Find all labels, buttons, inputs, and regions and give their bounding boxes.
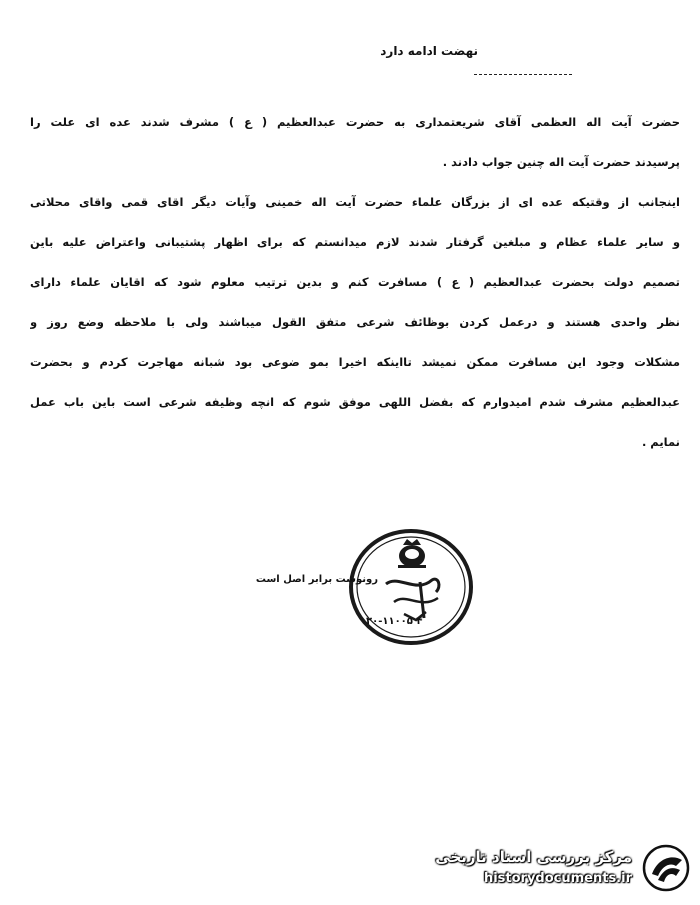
body-line: عبدالعظیم مشرف شدم امیدوارم که بفضل اللهی موفق شوم که انچه وظیفه شرعی است باین باب عمل	[30, 395, 680, 409]
document-heading: نهضت ادامه دارد	[380, 44, 478, 58]
body-line: تصمیم دولت بحضرت عبدالعظیم ( ع ) مسافرت کنم و بدین ترتیب معلوم شود که اقایان علماء دارای	[30, 275, 680, 289]
heading-underline	[474, 74, 572, 75]
body-line: اینجانب از وقتیکه عده ای از بزرگان علماء حضرت آیت اله خمینی وآیات دیگر اقای قمی واقای محلاتی	[30, 195, 680, 209]
watermark-title: مرکز بررسی اسناد تاریخی	[435, 848, 632, 866]
document-body	[30, 102, 680, 462]
official-seal-icon	[346, 522, 476, 652]
copy-certification: رونوشت برابر اصل است	[255, 574, 378, 585]
watermark-url: historydocuments.ir	[483, 871, 632, 886]
document-number: ۲۰-۱۱۰۰۵ ۴	[366, 616, 423, 627]
body-line: پرسیدند حضرت آیت اله چنین جواب دادند .	[442, 155, 680, 169]
archive-watermark	[418, 844, 692, 894]
body-line: حضرت آیت اله العظمی آقای شریعتمداری به حضرت عبدالعظیم ( ع ) مشرف شدند عده ای علت را	[30, 115, 680, 129]
body-line: نظر واحدی هستند و درعمل کردن بوظائف شرعی متفق القول میباشند ولی با ملاحظه وضع روز و	[30, 315, 680, 329]
body-line: و سایر علماء عظام و مبلغین گرفتار شدند لازم میدانستم که برای اظهار پشتیبانی واعتراض علیه باین	[30, 235, 680, 249]
body-line: مشکلات وجود این مسافرت ممکن نمیشد تااینکه اخیرا بمو ضوعی بود شبانه مهاجرت کردم و بحضرت	[30, 355, 680, 369]
archive-logo-icon	[642, 844, 690, 892]
body-line: نمایم .	[641, 435, 680, 449]
